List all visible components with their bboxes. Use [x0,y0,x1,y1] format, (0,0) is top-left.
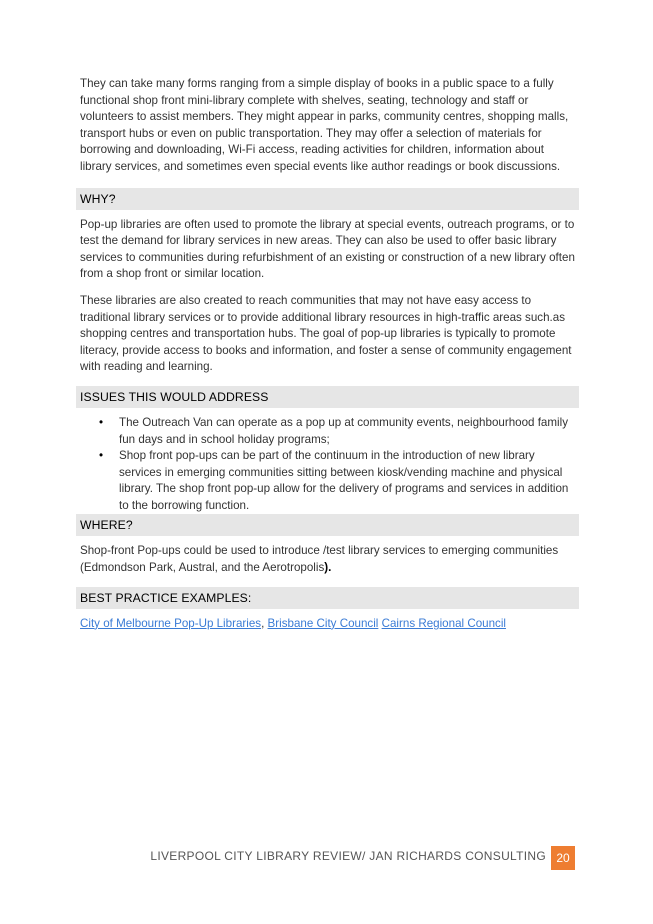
page-number-badge: 20 [551,846,575,870]
footer-text: LIVERPOOL CITY LIBRARY REVIEW/ JAN RICHARDS CONSULTING [150,849,546,863]
best-practice-heading-bar [76,587,579,609]
page-footer [0,846,653,868]
best-practice-heading-suffix: : [247,590,252,605]
page-content [80,76,578,632]
why-heading-bar [76,188,579,210]
why-paragraph-2: These libraries are also created to reach communities that may not have easy access to traditional library services or to provide additional library resources in high-traffic areas such.as shopping centres and transportation hubs. The goal of pop-up libraries is typically to promote literacy, provide access to books and information, and foster a sense of community engagement with reading and learning. [80,293,572,374]
link-city-of-melbourne[interactable]: City of Melbourne Pop-Up Libraries [80,616,262,630]
where-heading-bar [76,514,579,536]
where-paragraph [80,543,578,576]
where-closing: ). [324,561,332,575]
list-item-text: The Outreach Van can operate as a pop up at community events, neighbourhood family fun days and in school holiday programs; [119,415,568,446]
why-heading: WHY? [80,191,116,206]
list-item [80,448,578,514]
link-cairns-regional-council[interactable]: Cairns Regional Council [381,616,506,630]
link-separator: , [261,616,268,630]
intro-paragraph: They can take many forms ranging from a simple display of books in a public space to a fully functional shop front mini-library complete with shelves, seating, technology and staff or volunteers to assist members. They might appear in parks, community centres, shopping malls, transport hubs or even on public transportation. They may offer a selection of materials for borrowing and downloading, Wi-Fi access, reading activities for children, information about library services, and sometimes even special events like author readings or book discussions. [80,77,569,173]
bullet-icon: • [99,449,104,463]
list-item [80,415,578,448]
best-practice-heading-text: BEST PRACTICE EXAMPLES [80,590,248,605]
why-paragraph-1: Pop-up libraries are often used to promote the library at special events, outreach programs, or to test the demand for library services in new areas. They can also be used to offer basic library services to communities during refurbishment of an existing or construction of a new library often from a shop front or similar location. [80,217,575,281]
where-heading: WHERE? [80,518,133,533]
best-practice-heading [80,591,251,605]
where-text: Shop-front Pop-ups could be used to introduce /test library services to emerging communities (Edmondson Park, Austral, and the Aerotropolis [80,544,559,575]
issues-heading-bar [76,386,579,408]
list-item-text: Shop front pop-ups can be part of the continuum in the introduction of new library services in emerging communities sitting between kiosk/vending machine and physical library. The shop front pop-up allow for the delivery of programs and services in addition to the borrowing function. [119,449,569,512]
link-brisbane-city-council[interactable]: Brisbane City Council [267,616,379,630]
issues-list [80,415,578,515]
issues-heading: ISSUES THIS WOULD ADDRESS [80,389,269,404]
bullet-icon: • [99,415,104,429]
best-practice-links [80,616,578,633]
